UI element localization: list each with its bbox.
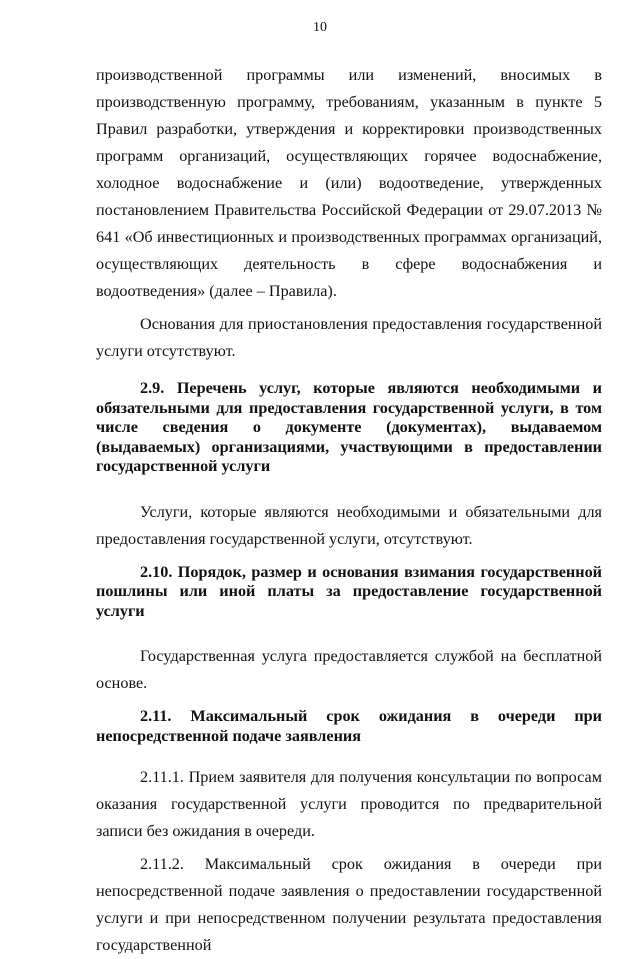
paragraph-free-of-charge: Государственная услуга предоставляется службой на бесплатной основе.	[96, 647, 602, 692]
section-heading-2-10: 2.10. Порядок, размер и основания взимания государственной пошлины или иной платы за предоставление государственной услуги	[96, 562, 602, 620]
paragraph-2-11-1: 2.11.1. Прием заявителя для получения консультации по вопросам оказания государственной услуги проводится по предварительной записи без ожидания в очереди.	[96, 768, 602, 840]
section-heading-2-9: 2.9. Перечень услуг, которые являются необходимыми и обязательными для предоставления государственной услуги, в том числе сведения о документе (документах), выдаваемом (выдаваемых) организациями, участвующими в предоставлении государственной услуги	[96, 379, 602, 475]
document-body	[96, 62, 602, 959]
page-number: 10	[313, 20, 327, 35]
paragraph-required-services: Услуги, которые являются необходимыми и обязательными для предоставления государственной услуги, отсутствуют.	[96, 502, 602, 548]
paragraph-rules-requirements: производственной программы или изменений, вносимых в производственную программу, требованиям, указанным в пункте 5 Правил разработки, утверждения и корректировки производственных программ организаций, осуществляющих горячее водоснабжение, холодное водоснабжение и (или) водоотведение, утвержденных постановлением Правительства Российской Федерации от 29.07.2013 № 641 «Об инвестиционных и производственных программах организаций, осуществляющих деятельность в сфере водоснабжения и водоотведения» (далее – Правила).	[96, 66, 602, 300]
section-heading-2-11: 2.11. Максимальный срок ожидания в очереди при непосредственной подаче заявления	[96, 707, 602, 745]
paragraph-suspension-grounds: Основания для приостановления предоставления государственной услуги отсутствуют.	[96, 315, 602, 360]
paragraph-2-11-2: 2.11.2. Максимальный срок ожидания в очереди при непосредственной подаче заявления о предоставлении государственной услуги и при непосредственном получении результата предоставления государственной	[96, 855, 602, 954]
